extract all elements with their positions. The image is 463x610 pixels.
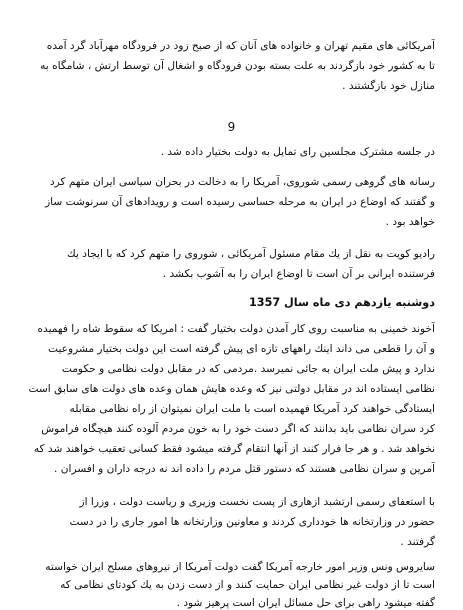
text-line: و آن را قطعی می داند اینك راههای تازه ای پیش گرفته است این دولت بختیار مشروعیت <box>48 343 435 355</box>
text-line: رسانه های گروهی رسمی شوروی، آمریکا را به دخالت در بحران سیاسی ایران متهم کرد <box>49 176 435 188</box>
page-number: 9 <box>227 120 236 134</box>
text-line: گفته میشود راهی برای حل مسائل ایران است پرهیز شود . <box>176 597 435 609</box>
text-line: تا به کشور خود بازگردند به علت بسته بودن فرودگاه و اشغال آن توسط ارتش ، شامگاه به <box>40 60 435 72</box>
text-line: رادیو کویت به نقل از یك مقام مسئول آمریکائی ، شوروی را متهم کرد که با ایجاد یك <box>67 248 435 260</box>
text-line: گرفتند . <box>400 536 435 548</box>
text-line: خواهد بود . <box>385 216 435 228</box>
text-line: است تا از دولت غیر نظامی ایران حمایت کنند و از دست زدن به یك کودتای نظامی که <box>60 579 435 591</box>
text-line: نخواهد شد . و هر جا فرار کنند از آنها انتقام گرفته میشود فقط کسانی تعقیب خواهند شد که <box>33 443 435 455</box>
text-line: سایروس ونس وزیر امور خارجه آمریکا گفت دولت آمریکا از نیروهای مسلح ایران خواسته <box>45 561 435 573</box>
text-line: آمرین و سران نظامی هستند که دستور قتل مردم را داده اند نه درجه داران و افسران . <box>54 463 435 475</box>
text-line: ایستادگی خواهند کرد آمریکا فهمیده است با ملت ایران نمیتوان از راه نظامی مقابله <box>69 403 435 415</box>
text-line: حضور در وزارتخانه ها خودداری کردند و معاونین وزارتخانه ها امور جاری را در دست <box>69 516 435 528</box>
text-line: آمریکائی های مقیم تهران و خانواده های آنان که از صبح زود در فرودگاه مهرآباد گرد آمده <box>46 40 435 52</box>
text-line: آخوند خمینی به مناسبت روی کار آمدن دولت بختیار گفت : امریکا که سقوط شاه را فهمیده <box>37 323 435 335</box>
date-heading: دوشنبه یازدهم دی ماه سال 1357 <box>249 296 435 309</box>
text-line: نظامی ایستاده اند در مقابل دولتی نیز که وعده هایش همان وعده های دولت های سابق است <box>28 383 435 395</box>
text-line: در جلسه مشترک مجلسین رای تمایل به دولت بختیار داده شد . <box>160 146 435 158</box>
text-line: فرستنده ایرانی بر آن است تا اوضاع ایران را به آشوب بکشد . <box>162 268 435 280</box>
text-line: منازل خود بازگشتند . <box>342 80 435 92</box>
text-line: و گفتند که اوضاع در ایران به مرحله حساسی رسیده است و رویدادهای آن سرنوشت ساز <box>45 196 435 208</box>
text-line: ندارد و پیش ملت ایران به جائی نمیرسد .مردمی که در مقابل دولت نظامی و حکومت <box>61 363 435 375</box>
text-line: با استعفای رسمی ارتشبد ازهاری از پست نخست وزیری و ریاست دولت ، وزرا از <box>79 496 435 508</box>
text-line: کرد سران نظامی باید بدانند که اگر دست خود را به خون مردم آلوده کنند هیچگاه فراموش <box>41 423 435 435</box>
